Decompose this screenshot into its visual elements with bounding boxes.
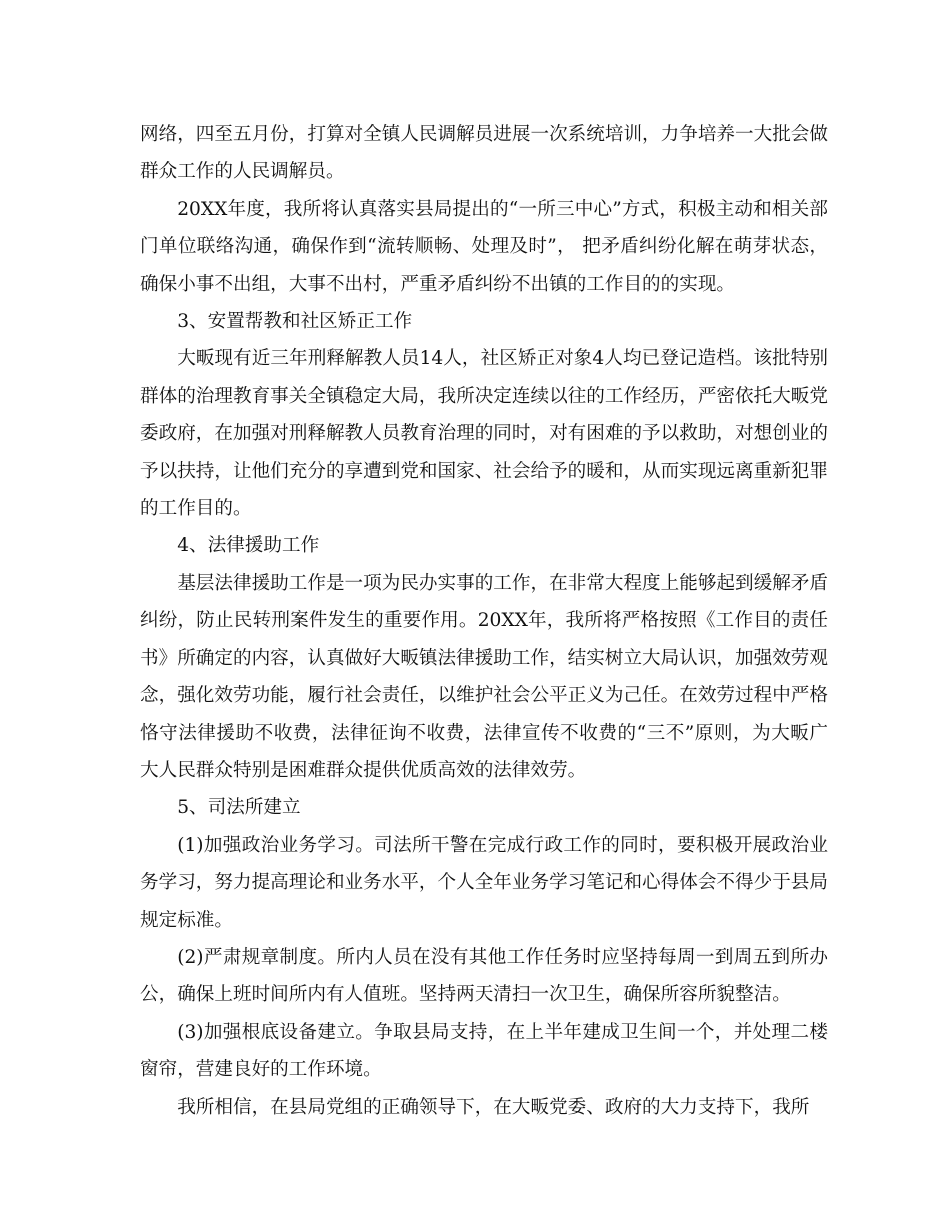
paragraph-5-2: (2)严肃规章制度。所内人员在没有其他工作任务时应坚持每周一到周五到所办公，确保上班时间所内有人值班。坚持两天清扫一次卫生，确保所容所貌整洁。 bbox=[140, 946, 828, 1006]
paragraph-2: 20XX年度，我所将认真落实县局提出的“一所三中心”方式，积极主动和相关部门单位联络沟通，确保作到“流转顺畅、处理及时”， 把矛盾纠纷化解在萌芽状态，确保小事不出组，大事不出村，严重矛盾纠纷不出镇的工作目的的实现。 bbox=[140, 198, 828, 295]
paragraph-5-1: (1)加强政治业务学习。司法所干警在完成行政工作的同时，要积极开展政治业务学习，努力提高理论和业务水平，个人全年业务学习笔记和心得体会不得少于县局规定标准。 bbox=[140, 834, 828, 931]
section-heading-3: 3、安置帮教和社区矫正工作 bbox=[177, 311, 413, 333]
paragraph-4: 基层法律援助工作是一项为民办实事的工作，在非常大程度上能够起到缓解矛盾纠纷，防止民转刑案件发生的重要作用。20XX年，我所将严格按照《工作目的责任书》所确定的内容，认真做好大畈镇法律援助工作，结实树立大局认识，加强效劳观念，强化效劳功能，履行社会责任，以维护社会公平正义为己任。在效劳过程中严格恪守法律援助不收费，法律征询不收费，法律宣传不收费的“三不”原则，为大畈广大人民群众特别是困难群众提供优质高效的法律效劳。 bbox=[140, 572, 828, 781]
paragraph-3: 大畈现有近三年刑释解教人员14人，社区矫正对象4人均已登记造档。该批特别群体的治理教育事关全镇稳定大局，我所决定连续以往的工作经历，严密依托大畈党委政府，在加强对刑释解教人员教育治理的同时，对有困难的予以救助，对想创业的予以扶持，让他们充分的享遭到党和国家、社会给予的暖和，从而实现远离重新犯罪的工作目的。 bbox=[140, 348, 828, 520]
section-heading-5: 5、司法所建立 bbox=[177, 797, 301, 819]
section-heading-4: 4、法律援助工作 bbox=[177, 535, 320, 557]
document-body bbox=[140, 116, 828, 1126]
paragraph-closing: 我所相信，在县局党组的正确领导下，在大畈党委、政府的大力支持下，我所 bbox=[177, 1096, 810, 1118]
paragraph-5-3: (3)加强根底设备建立。争取县局支持，在上半年建成卫生间一个，并处理二楼窗帘，营建良好的工作环境。 bbox=[140, 1021, 828, 1081]
paragraph-1: 网络，四至五月份，打算对全镇人民调解员进展一次系统培训，力争培养一大批会做群众工作的人民调解员。 bbox=[140, 124, 828, 183]
